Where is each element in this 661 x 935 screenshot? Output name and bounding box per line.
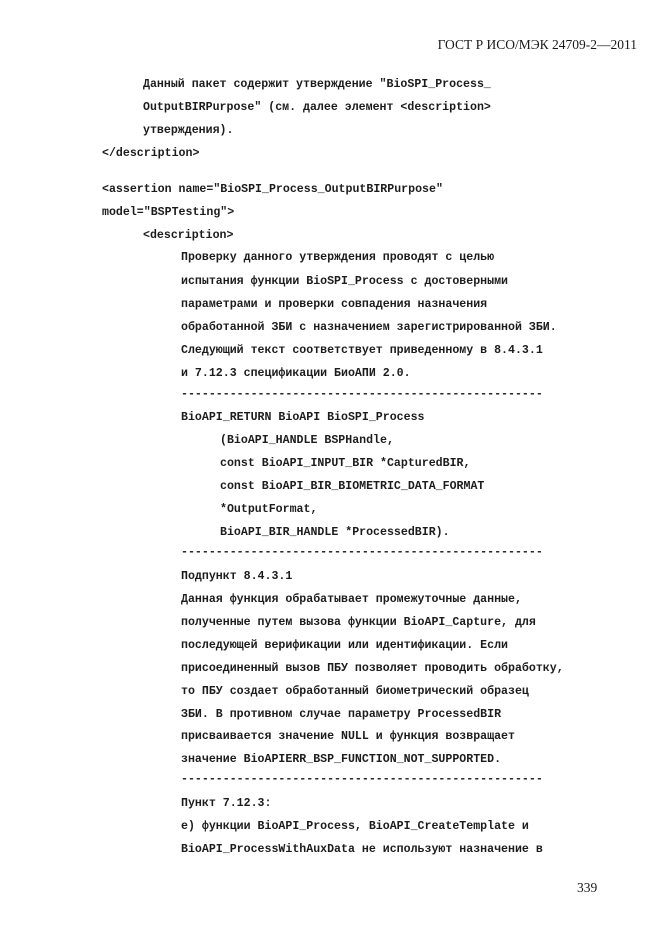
code-text-line: Пункт 7.12.3: xyxy=(181,797,272,810)
code-text-line: утверждения). xyxy=(143,124,234,137)
code-text-line: BioAPI_ProcessWithAuxData не используют назначение в xyxy=(181,843,543,856)
separator-line: ---------------------------------------------------- xyxy=(181,546,543,559)
code-text-line: BioAPI_RETURN BioAPI BioSPI_Process xyxy=(181,411,425,424)
code-text-line: *OutputFormat, xyxy=(220,503,318,516)
code-text-line: испытания функции BioSPI_Process с достоверными xyxy=(181,275,508,288)
code-text-line: model="BSPTesting"> xyxy=(102,206,235,219)
code-text-line: Подпункт 8.4.3.1 xyxy=(181,570,293,583)
code-text-line: BioAPI_BIR_HANDLE *ProcessedBIR). xyxy=(220,526,450,539)
code-text-line: и 7.12.3 спецификации БиоАПИ 2.0. xyxy=(181,367,411,380)
code-text-line: <assertion name="BioSPI_Process_OutputBIRPurpose" xyxy=(102,183,443,196)
code-text-line: присваивается значение NULL и функция возвращает xyxy=(181,730,515,743)
code-text-line: (BioAPI_HANDLE BSPHandle, xyxy=(220,434,394,447)
code-text-line: присоединенный вызов ПБУ позволяет проводить обработку, xyxy=(181,662,564,675)
page-number: 339 xyxy=(577,880,598,895)
code-text-line: ЗБИ. В противном случае параметру ProcessedBIR xyxy=(181,708,502,721)
code-text-line: Данный пакет содержит утверждение "BioSPI_Process_ xyxy=(143,78,491,91)
separator-line: ---------------------------------------------------- xyxy=(181,388,543,401)
code-text-line: OutputBIRPurpose" (см. далее элемент <description> xyxy=(143,101,491,114)
document-header: ГОСТ Р ИСО/МЭК 24709-2—2011 xyxy=(437,37,637,52)
code-text-line: значение BioAPIERR_BSP_FUNCTION_NOT_SUPPORTED. xyxy=(181,753,502,766)
code-text-line: то ПБУ создает обработанный биометрический образец xyxy=(181,685,529,698)
code-text-line: Проверку данного утверждения проводят с целью xyxy=(181,251,495,264)
code-text-line: е) функции BioAPI_Process, BioAPI_CreateTemplate и xyxy=(181,820,529,833)
code-text-line: последующей верификации или идентификации. Если xyxy=(181,639,508,652)
code-text-line: const BioAPI_BIR_BIOMETRIC_DATA_FORMAT xyxy=(220,480,485,493)
code-text-line: обработанной ЗБИ с назначением зарегистрированной ЗБИ. xyxy=(181,321,557,334)
code-text-line: </description> xyxy=(102,147,200,160)
code-text-line: <description> xyxy=(143,229,234,242)
code-text-line: Данная функция обрабатывает промежуточные данные, xyxy=(181,593,522,606)
code-text-line: параметрами и проверки совпадения назначения xyxy=(181,298,488,311)
code-text-line: const BioAPI_INPUT_BIR *CapturedBIR, xyxy=(220,457,471,470)
code-text-line: полученные путем вызова функции BioAPI_Capture, для xyxy=(181,616,536,629)
code-text-line: Следующий текст соответствует приведенному в 8.4.3.1 xyxy=(181,344,543,357)
separator-line: ---------------------------------------------------- xyxy=(181,773,543,786)
